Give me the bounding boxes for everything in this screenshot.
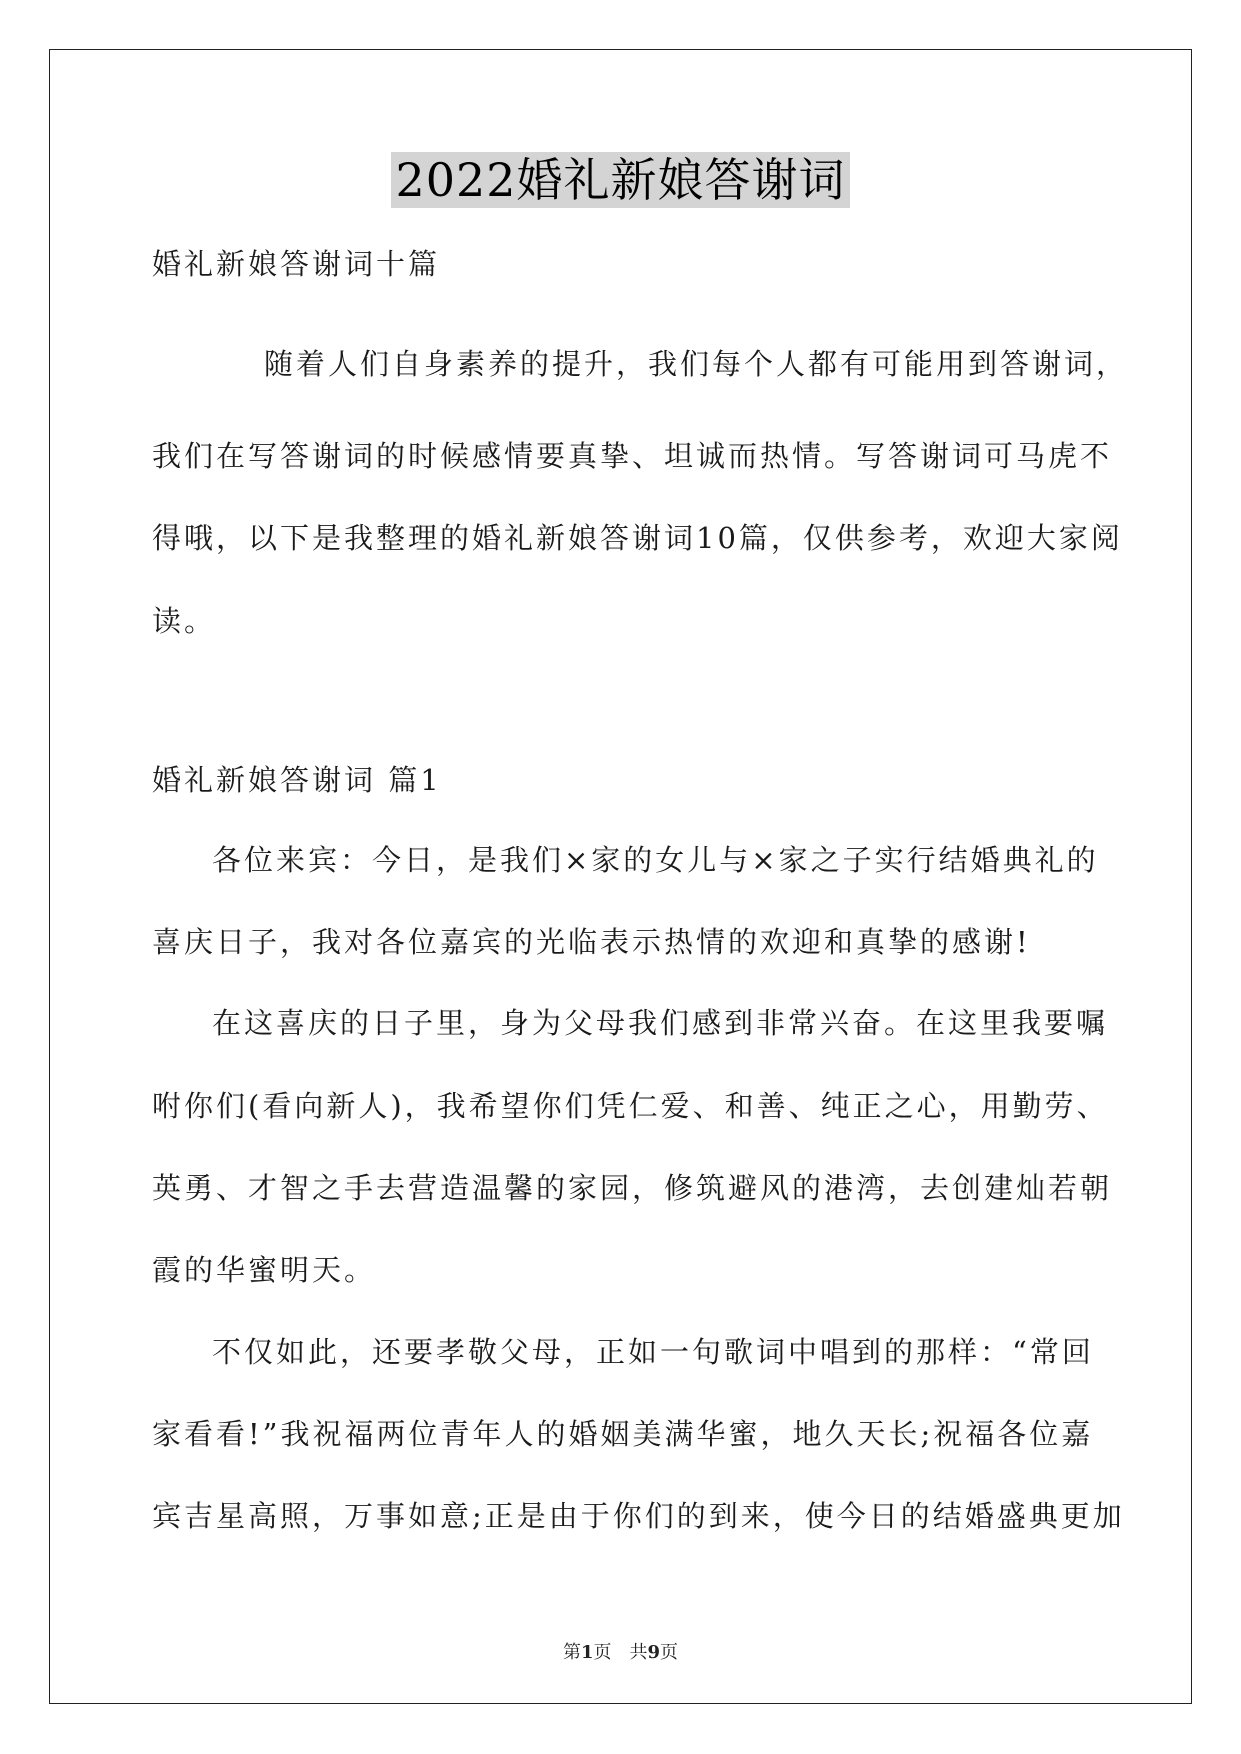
section-heading: 婚礼新娘答谢词 篇1	[152, 763, 442, 797]
subtitle: 婚礼新娘答谢词十篇	[152, 247, 441, 281]
body-line-4: 咐你们(看向新人)，我希望你们凭仁爱、和善、纯正之心，用勤劳、	[152, 1089, 1109, 1123]
body-line-2: 喜庆日子，我对各位嘉宾的光临表示热情的欢迎和真挚的感谢!	[152, 925, 1031, 959]
intro-line-2: 我们在写答谢词的时候感情要真挚、坦诚而热情。写答谢词可马虎不	[152, 439, 1113, 473]
footer-suffix: 页	[660, 1642, 679, 1663]
body-line-6: 霞的华蜜明天。	[152, 1253, 377, 1287]
body-line-9: 宾吉星高照，万事如意;正是由于你们的到来，使今日的结婚盛典更加	[152, 1499, 1125, 1533]
footer-mid: 页 共	[593, 1642, 648, 1663]
page-footer	[0, 1638, 1241, 1664]
intro-line-4: 读。	[152, 604, 217, 638]
footer-prefix: 第	[562, 1642, 581, 1663]
body-line-5: 英勇、才智之手去营造温馨的家园，修筑避风的港湾，去创建灿若朝	[152, 1171, 1113, 1205]
document-title: 2022婚礼新娘答谢词	[391, 152, 849, 208]
title-container	[0, 152, 1241, 208]
footer-current-page: 1	[580, 1642, 594, 1663]
body-line-3: 在这喜庆的日子里，身为父母我们感到非常兴奋。在这里我要嘱	[212, 1006, 1109, 1040]
body-line-7: 不仅如此，还要孝敬父母，正如一句歌词中唱到的那样：“常回	[212, 1335, 1094, 1369]
intro-line-3: 得哦，以下是我整理的婚礼新娘答谢词10篇，仅供参考，欢迎大家阅	[152, 521, 1123, 555]
intro-line-1: 随着人们自身素养的提升，我们每个人都有可能用到答谢词，	[264, 347, 1129, 381]
footer-total-pages: 9	[647, 1642, 661, 1663]
body-line-1: 各位来宾：今日，是我们×家的女儿与×家之子实行结婚典礼的	[212, 843, 1099, 877]
body-line-8: 家看看!”我祝福两位青年人的婚姻美满华蜜，地久天长;祝福各位嘉	[152, 1417, 1094, 1451]
